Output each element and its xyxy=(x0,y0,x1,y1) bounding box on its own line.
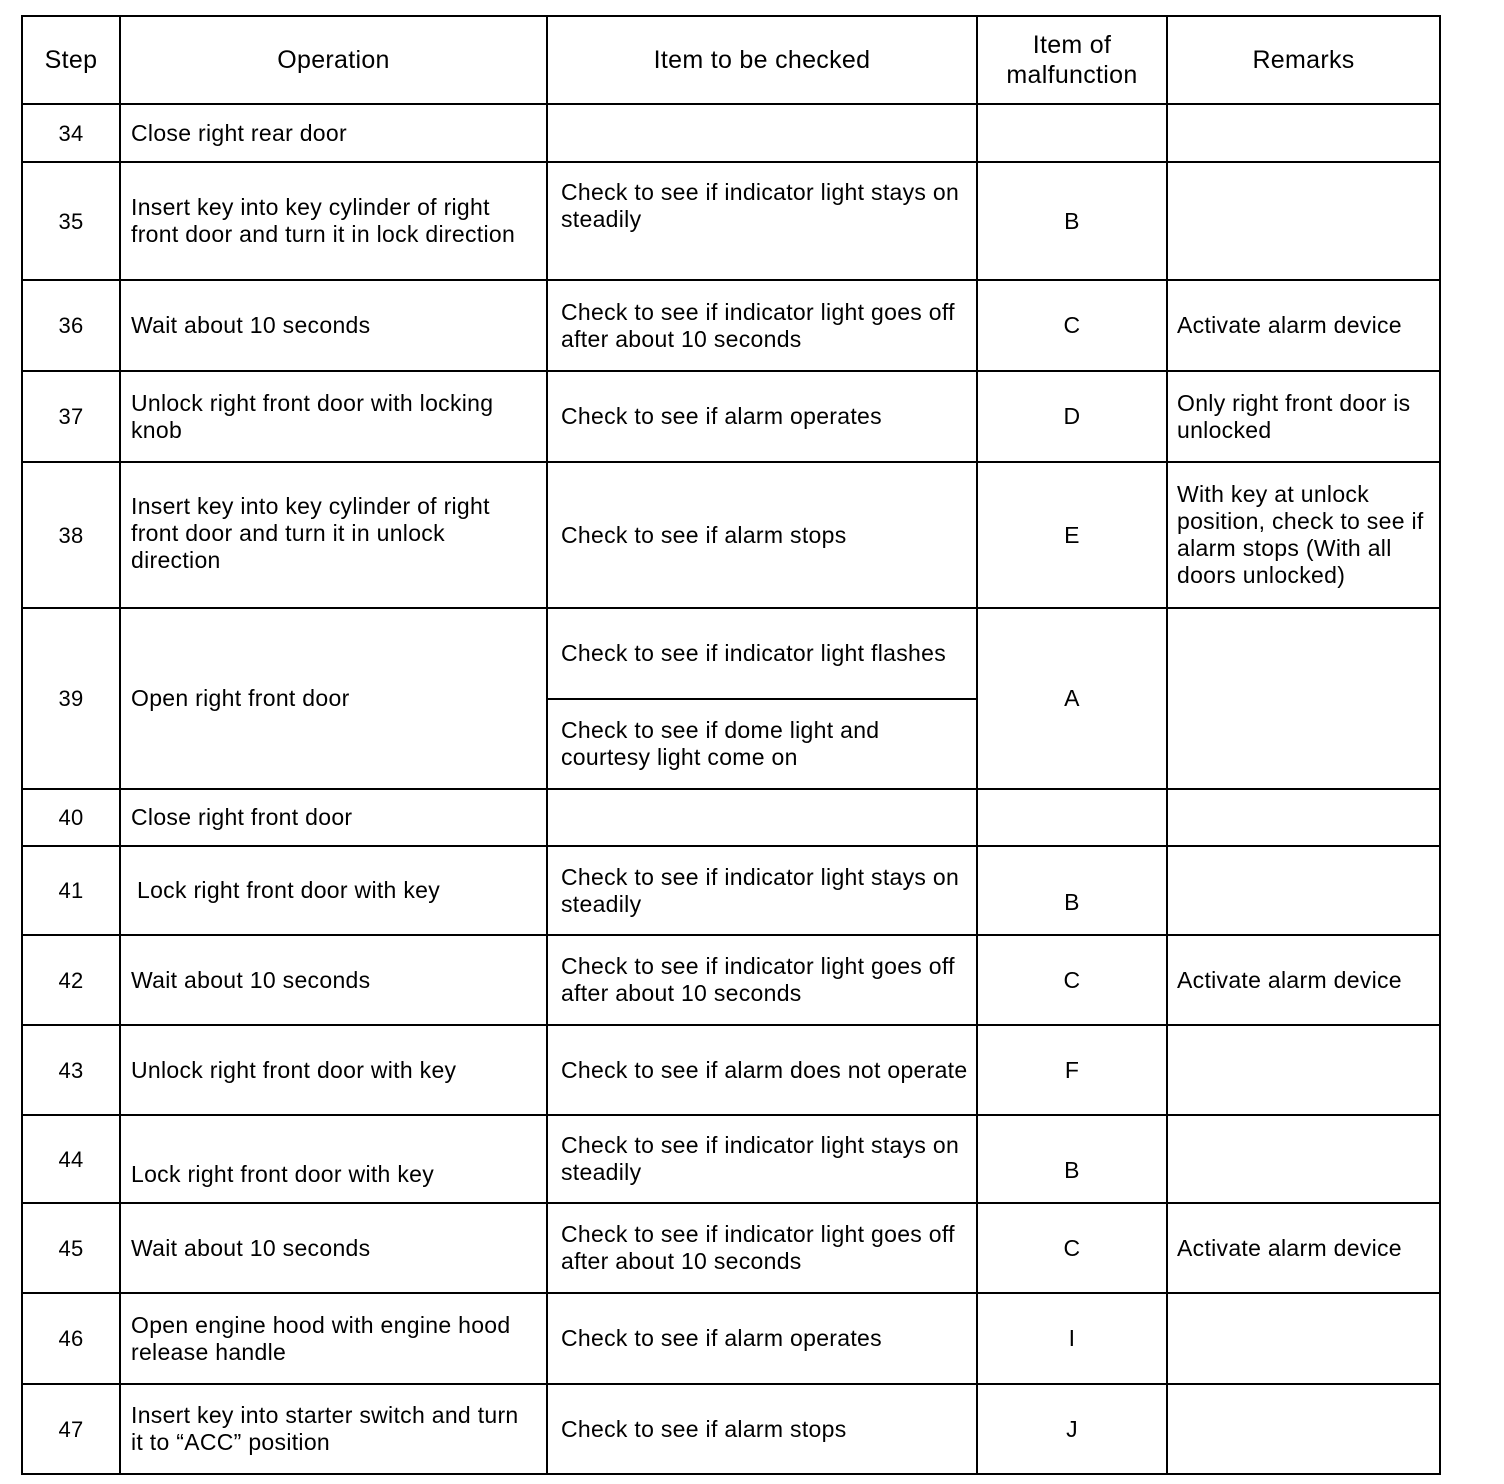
operation-cell: Wait about 10 seconds xyxy=(120,280,547,371)
malfunction-code: B xyxy=(977,1115,1167,1203)
step-number: 43 xyxy=(22,1025,120,1115)
malfunction-code: J xyxy=(977,1384,1167,1474)
table-row xyxy=(22,371,1440,462)
table-row xyxy=(22,935,1440,1025)
check-cell: Check to see if indicator light flashes xyxy=(547,608,977,699)
check-cell xyxy=(547,104,977,162)
header-step: Step xyxy=(22,16,120,104)
check-cell: Check to see if indicator light stays on steadily xyxy=(547,846,977,935)
step-number: 46 xyxy=(22,1293,120,1384)
check-cell: Check to see if alarm operates xyxy=(547,371,977,462)
check-cell: Check to see if alarm operates xyxy=(547,1293,977,1384)
check-cell: Check to see if indicator light goes off after about 10 seconds xyxy=(547,1203,977,1293)
remarks-cell: Activate alarm device xyxy=(1167,1203,1440,1293)
step-number: 44 xyxy=(22,1115,120,1203)
table-row xyxy=(22,162,1440,280)
operation-cell: Wait about 10 seconds xyxy=(120,1203,547,1293)
operation-cell: Wait about 10 seconds xyxy=(120,935,547,1025)
check-cell: Check to see if alarm does not operate xyxy=(547,1025,977,1115)
step-number: 35 xyxy=(22,162,120,280)
remarks-cell: With key at unlock position, check to see if alarm stops (With all doors unlocked) xyxy=(1167,462,1440,608)
header-item-checked: Item to be checked xyxy=(547,16,977,104)
malfunction-code xyxy=(977,104,1167,162)
operation-cell: Open engine hood with engine hood release handle xyxy=(120,1293,547,1384)
table-row xyxy=(22,1203,1440,1293)
check-cell: Check to see if indicator light goes off after about 10 seconds xyxy=(547,280,977,371)
table-row xyxy=(22,608,1440,699)
header-item-malfunction-line1: Item of xyxy=(1032,31,1112,59)
malfunction-code: D xyxy=(977,371,1167,462)
malfunction-code: C xyxy=(977,935,1167,1025)
header-item-malfunction xyxy=(977,16,1167,104)
step-number: 47 xyxy=(22,1384,120,1474)
step-number: 45 xyxy=(22,1203,120,1293)
malfunction-code: E xyxy=(977,462,1167,608)
remarks-cell xyxy=(1167,104,1440,162)
step-number: 37 xyxy=(22,371,120,462)
step-number: 36 xyxy=(22,280,120,371)
check-cell: Check to see if dome light and courtesy light come on xyxy=(547,699,977,789)
check-cell: Check to see if indicator light stays on steadily xyxy=(547,1115,977,1203)
table-row xyxy=(22,846,1440,935)
header-remarks: Remarks xyxy=(1167,16,1440,104)
step-number: 41 xyxy=(22,846,120,935)
operation-cell: Lock right front door with key xyxy=(120,846,547,935)
table-row xyxy=(22,462,1440,608)
table-row xyxy=(22,1293,1440,1384)
table-row xyxy=(22,280,1440,371)
remarks-cell xyxy=(1167,1025,1440,1115)
table-row xyxy=(22,104,1440,162)
operation-cell: Insert key into starter switch and turn it to “ACC” position xyxy=(120,1384,547,1474)
step-number: 39 xyxy=(22,608,120,789)
header-operation: Operation xyxy=(120,16,547,104)
inspection-table xyxy=(21,15,1441,1475)
table-row xyxy=(22,1115,1440,1203)
remarks-cell xyxy=(1167,789,1440,846)
check-cell xyxy=(547,789,977,846)
remarks-cell xyxy=(1167,846,1440,935)
malfunction-code: A xyxy=(977,608,1167,789)
malfunction-code: B xyxy=(977,846,1167,935)
operation-cell: Open right front door xyxy=(120,608,547,789)
check-cell: Check to see if alarm stops xyxy=(547,462,977,608)
remarks-cell: Activate alarm device xyxy=(1167,280,1440,371)
table-row xyxy=(22,789,1440,846)
step-number: 38 xyxy=(22,462,120,608)
malfunction-code: I xyxy=(977,1293,1167,1384)
malfunction-code xyxy=(977,789,1167,846)
check-cell: Check to see if indicator light stays on steadily xyxy=(547,162,977,280)
table-row xyxy=(22,1384,1440,1474)
check-cell: Check to see if indicator light goes off after about 10 seconds xyxy=(547,935,977,1025)
operation-cell: Close right rear door xyxy=(120,104,547,162)
remarks-cell: Only right front door is unlocked xyxy=(1167,371,1440,462)
header-row xyxy=(22,16,1440,104)
remarks-cell xyxy=(1167,1115,1440,1203)
table-row xyxy=(22,1025,1440,1115)
step-number: 40 xyxy=(22,789,120,846)
operation-cell: Unlock right front door with key xyxy=(120,1025,547,1115)
malfunction-code: F xyxy=(977,1025,1167,1115)
malfunction-code: C xyxy=(977,280,1167,371)
remarks-cell xyxy=(1167,162,1440,280)
step-number: 42 xyxy=(22,935,120,1025)
operation-cell: Insert key into key cylinder of right front door and turn it in lock direction xyxy=(120,162,547,280)
malfunction-code: C xyxy=(977,1203,1167,1293)
step-number: 34 xyxy=(22,104,120,162)
operation-cell: Close right front door xyxy=(120,789,547,846)
operation-cell: Unlock right front door with locking knob xyxy=(120,371,547,462)
remarks-cell xyxy=(1167,1384,1440,1474)
check-cell: Check to see if alarm stops xyxy=(547,1384,977,1474)
operation-cell: Lock right front door with key xyxy=(120,1115,547,1203)
malfunction-code: B xyxy=(977,162,1167,280)
operation-cell: Insert key into key cylinder of right front door and turn it in unlock direction xyxy=(120,462,547,608)
header-item-malfunction-line2: malfunction xyxy=(1006,61,1138,89)
remarks-cell: Activate alarm device xyxy=(1167,935,1440,1025)
remarks-cell xyxy=(1167,1293,1440,1384)
remarks-cell xyxy=(1167,608,1440,789)
